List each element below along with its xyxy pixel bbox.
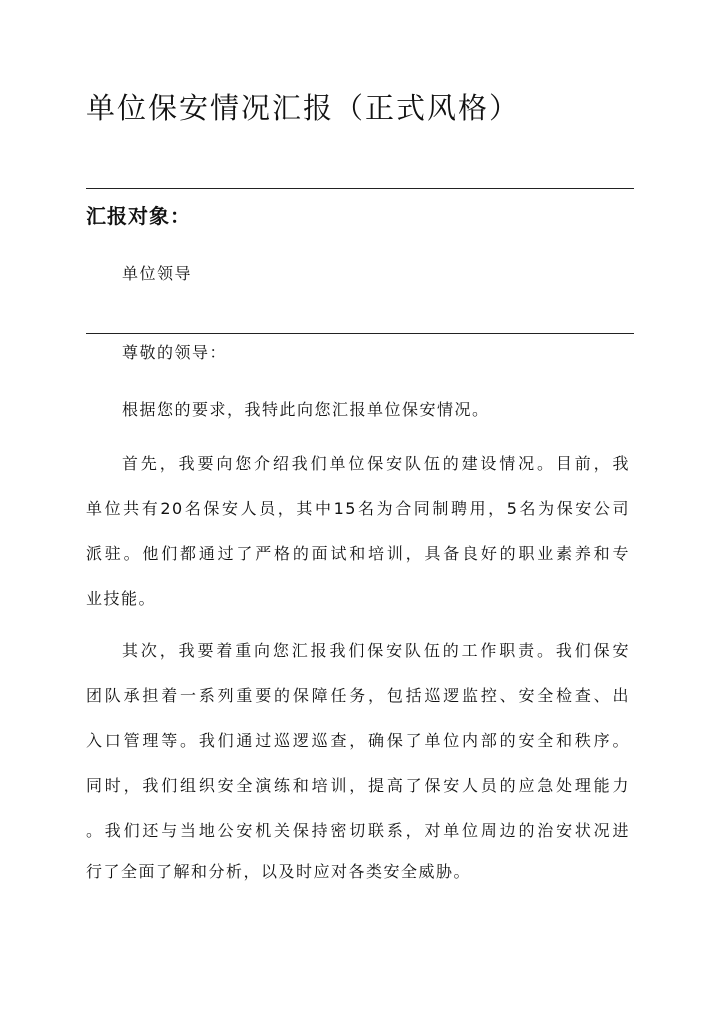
paragraph-line: 。我们还与当地公安机关保持密切联系，对单位周边的治安状况进: [86, 821, 630, 840]
paragraph-line: 团队承担着一系列重要的保障任务，包括巡逻监控、安全检查、出: [86, 686, 630, 705]
paragraph-line: 同时，我们组织安全演练和培训，提高了保安人员的应急处理能力: [86, 776, 630, 795]
salutation: 尊敬的领导：: [122, 343, 228, 362]
paragraph-line: 入口管理等。我们通过巡逻巡查，确保了单位内部的安全和秩序。: [86, 731, 630, 750]
paragraph-line: 派驻。他们都通过了严格的面试和培训，具备良好的职业素养和专: [86, 544, 630, 563]
paragraph-line: 其次，我要着重向您汇报我们保安队伍的工作职责。我们保安: [122, 641, 630, 660]
document-title: 单位保安情况汇报（正式风格）: [86, 91, 521, 125]
recipient-heading: 汇报对象：: [86, 204, 191, 228]
recipient: 单位领导: [122, 264, 193, 283]
paragraph-line: 行了全面了解和分析，以及时应对各类安全威胁。: [86, 862, 472, 881]
divider: [86, 333, 634, 334]
paragraph-line: 首先，我要向您介绍我们单位保安队伍的建设情况。目前，我: [122, 454, 630, 473]
paragraph-line: 根据您的要求，我特此向您汇报单位保安情况。: [122, 400, 490, 419]
paragraph-line: 业技能。: [86, 589, 157, 608]
divider: [86, 188, 634, 189]
paragraph-line: 单位共有20名保安人员，其中15名为合同制聘用，5名为保安公司: [86, 499, 630, 518]
